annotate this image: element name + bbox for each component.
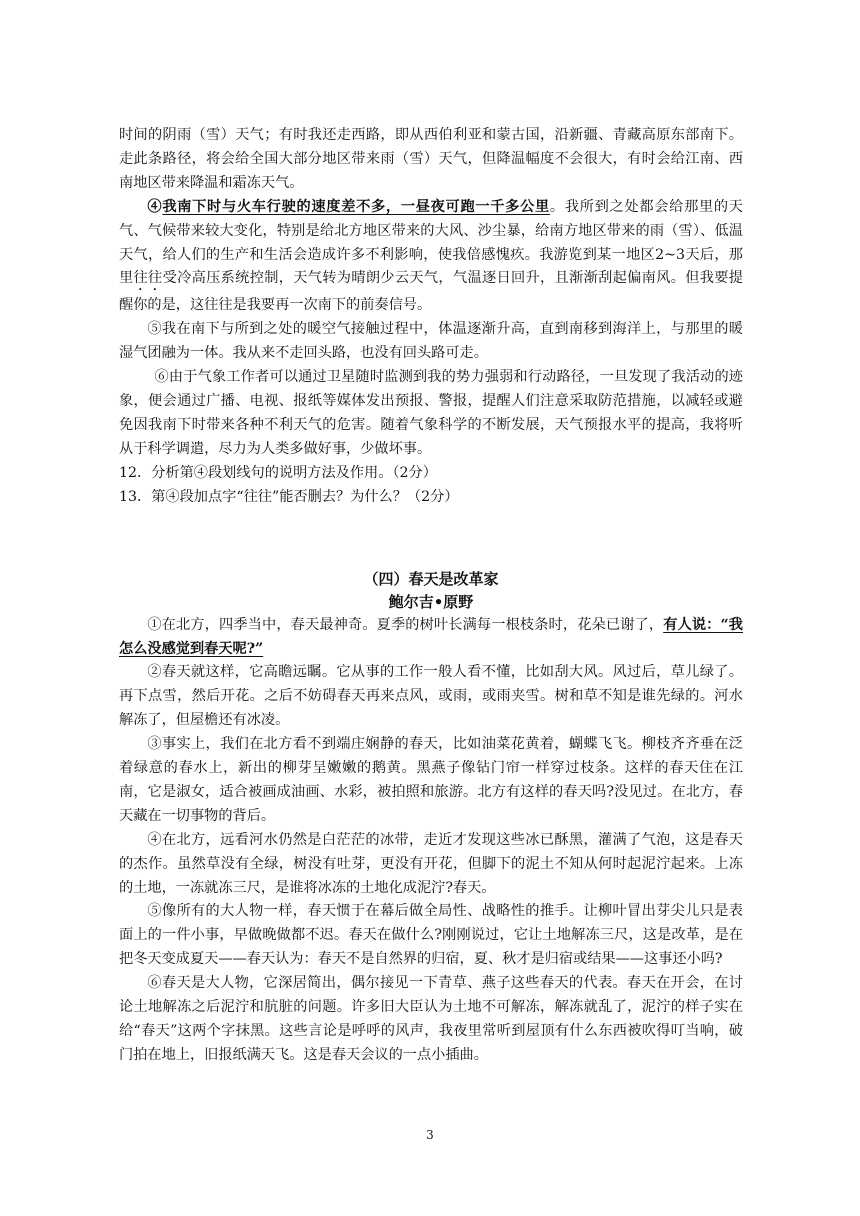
passage1-paragraph-4 <box>119 196 743 319</box>
passage2-title: （四）春天是改革家 <box>363 569 499 588</box>
question-12: 12．分析第④段划线句的说明方法及作用。（2分） <box>119 464 437 481</box>
passage2-paragraph-6: ⑥春天是大人物，它深居简出，偶尔接见一下青草、燕子这些春天的代表。春天在开会，在讨论土地解冻之后泥泞和肮脏的问题。许多旧大臣认为土地不可解冻，解冻就乱了，泥泞的样子实在给“春天”这两个字抹黑。这些言论是呼呼的风声，我夜里常听到屋顶有什么东西被吹得叮当响，破门拍在地上，旧报纸满天飞。这是春天会议的一点小插曲。 <box>119 975 743 1063</box>
paragraph-text: 。我所到之处都会给那里的天气、气候带来较大变化，特别是给北方地区带来的大风、沙尘暴，给南方地区带来的雨（雪）、低温天气，给人们的生产和生活会造成许多不利影响，使我倍感愧疚。我游览到某一地区2~3天后，那里 <box>119 198 743 287</box>
underlined-sentence: 有人说：“我怎么没感觉到春天呢?” <box>119 616 743 657</box>
section-gap <box>119 510 743 568</box>
passage1-paragraph-3-tail: 时间的阴雨（雪）天气；有时我还走西路，即从西伯利亚和蒙古国，沿新疆、青藏高原东部南下。走此条路径，将会给全国大部分地区带来雨（雪）天气，但降温幅度不会很大，有时会给江南、西南地区带来降温和霜冻天气。 <box>119 127 743 191</box>
passage1-paragraph-5: ⑤我在南下与所到之处的暖空气接触过程中，体温逐渐升高，直到南移到海洋上，与那里的暖湿气团融为一体。我从来不走回头路，也没有回头路可走。 <box>119 321 743 362</box>
passage2-paragraph-3: ③事实上，我们在北方看不到端庄娴静的春天，比如油菜花黄着，蝴蝶飞飞。柳枝齐齐垂在泛着绿意的春水上，新出的柳芽呈嫩嫩的鹅黄。黑燕子像钻门帘一样穿过枝条。这样的春天住在江南，它是淑女，适合被画成油画、水彩，被拍照和旅游。北方有这样的春天吗?没见过。在北方，春天藏在一切事物的背后。 <box>119 736 743 824</box>
dotted-words: 往往 <box>133 270 163 287</box>
passage1-paragraph-6: ⑥由于气象工作者可以通过卫星随时监测到我的势力强弱和行动路径，一旦发现了我活动的迹象，便会通过广播、电视、报纸等媒体发出预报、警报，提醒人们注意采取防范措施，以减轻或避免因我南下时带来各种不利天气的危害。随着气象科学的不断发展，天气预报水平的提高，我将听从于科学调遣，尽力为人类多做好事，少做坏事。 <box>119 369 743 457</box>
paragraph-number: ④ <box>147 198 163 215</box>
underlined-sentence: 我南下时与火车行驶的速度差不多，一昼夜可跑一千多公里 <box>162 198 550 215</box>
passage2-paragraph-5: ⑤像所有的大人物一样，春天惯于在幕后做全局性、战略性的推手。让柳叶冒出芽尖儿只是表面上的一件小事，早做晚做都不迟。春天在做什么?刚刚说过，它让土地解冻三尺，这是改革，是在把冬天变成夏天——春天认为：春天不是自然界的归宿，夏、秋才是归宿或结果——这事还小吗? <box>119 903 743 968</box>
passage2-paragraph-2: ②春天就这样，它高瞻远瞩。它从事的工作一般人看不懂，比如刮大风。风过后，草儿绿了。再下点雪，然后开花。之后不妨碍春天再来点风，或雨，或雨夹雪。树和草不知是谁先绿的。河水解冻了，但屋檐还有冰凌。 <box>119 664 743 729</box>
passage2-paragraph-1 <box>119 614 743 662</box>
question-13: 13．第④段加点字“往往”能否删去？为什么？（2分） <box>119 488 459 505</box>
passage2-paragraph-4: ④在北方，远看河水仍然是白茫茫的冰带，走近才发现这些冰已酥黑，灌满了气泡，这是春天的杰作。虽然草没有全绿，树没有吐芽，更没有开花，但脚下的泥土不知从何时起泥泞起来。上冻的土地，一冻就冻三尺，是谁将冰冻的土地化成泥泞?春天。 <box>119 831 743 896</box>
passage2-author: 鲍尔吉•原野 <box>388 592 474 611</box>
paragraph-text-continued: 受冷高压系统控制，天气转为晴朗少云天气，气温逐日回升，且渐渐刮起偏南风。但我要提醒你的是，这往往是我要再一次南下的前奏信号。 <box>119 270 743 314</box>
page-number: 3 <box>426 1128 434 1142</box>
paragraph-text: ①在北方，四季当中，春天最神奇。夏季的树叶长满每一根枝条时，花朵已谢了， <box>147 616 664 633</box>
page-content <box>119 124 743 1068</box>
